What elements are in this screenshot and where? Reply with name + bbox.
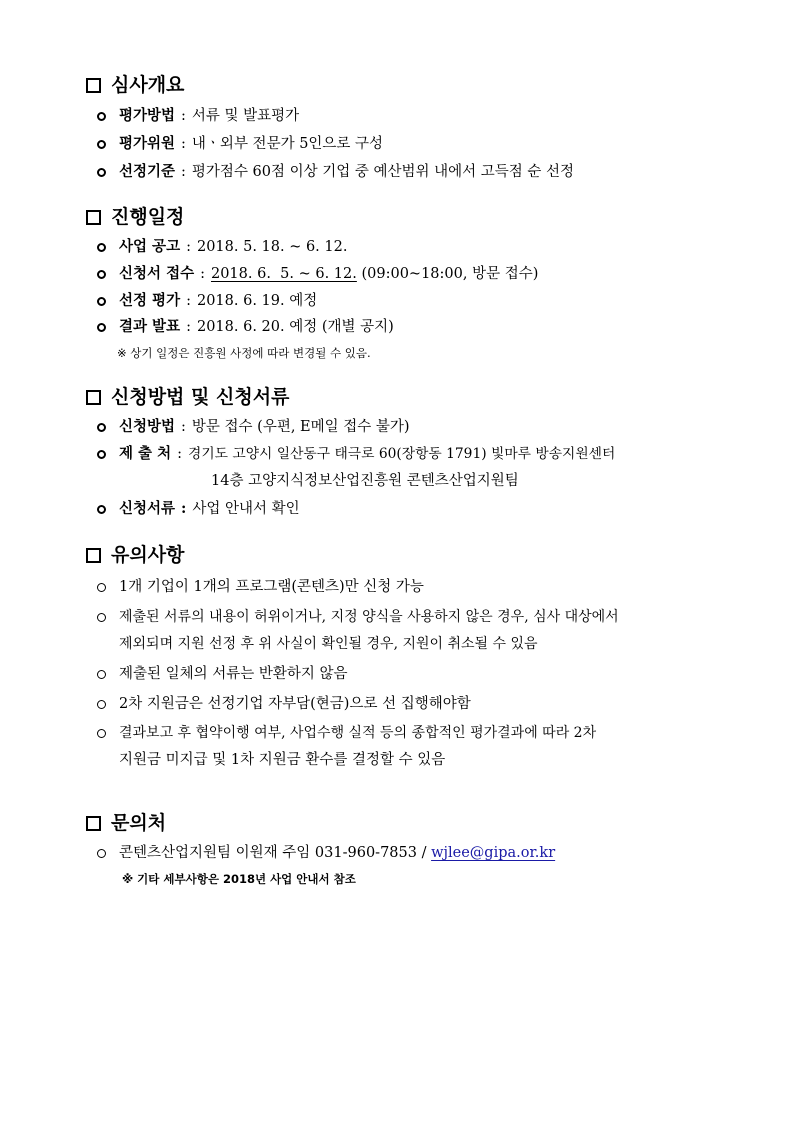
circle-bullet-icon [97,168,106,177]
apply-item-documents: 신청서류 : 사업 안내서 확인 [97,499,300,519]
review-item-committee: 평가위원 : 내ㆍ외부 전문가 5인으로 구성 [97,134,383,154]
circle-bullet-icon [97,583,106,592]
review-item-criteria: 선정기준 : 평가점수 60점 이상 기업 중 예산범위 내에서 고득점 순 선정 [97,162,574,182]
circle-bullet-icon [97,700,106,709]
notes-item: 1개 기업이 1개의 프로그램(콘텐츠)만 신청 가능 [97,577,424,597]
circle-bullet-icon [97,270,106,279]
section-title-contact: 문의처 [86,811,166,835]
notes-item: 제출된 일체의 서류는 반환하지 않음 [97,664,348,684]
checkbox-square-icon [86,210,101,225]
checkbox-square-icon [86,816,101,831]
circle-bullet-icon [97,297,106,306]
circle-bullet-icon [97,670,106,679]
notes-item: 2차 지원금은 선정기업 자부담(현금)으로 선 집행해야함 [97,694,471,714]
circle-bullet-icon [97,112,106,121]
circle-bullet-icon [97,729,106,738]
apply-item-method: 신청방법 : 방문 접수 (우편, E메일 접수 불가) [97,417,410,437]
checkbox-square-icon [86,390,101,405]
circle-bullet-icon [97,450,106,459]
circle-bullet-icon [97,323,106,332]
contact-line: 콘텐츠산업지원팀 이원재 주임 031-960-7853 / wjlee@gipa.or.kr [97,843,555,863]
section-title-apply: 신청방법 및 신청서류 [86,385,289,409]
notes-item: 제출된 서류의 내용이 허위이거나, 지정 양식을 사용하지 않은 경우, 심사 대상에서 [97,607,619,627]
schedule-item-application: 신청서 접수 : 2018. 6. 5. ~ 6. 12. (09:00~18:00, 방문 접수) [97,264,538,284]
notes-item-continuation: 지원금 미지급 및 1차 지원금 환수를 결정할 수 있음 [119,752,446,768]
circle-bullet-icon [97,243,106,252]
apply-destination-line2: 14층 고양지식정보산업진흥원 콘텐츠산업지원팀 [211,473,519,489]
review-item-method: 평가방법 : 서류 및 발표평가 [97,106,299,126]
schedule-item-evaluation: 선정 평가 : 2018. 6. 19. 예정 [97,291,317,311]
schedule-item-result: 결과 발표 : 2018. 6. 20. 예정 (개별 공지) [97,317,394,337]
notes-item-continuation: 제외되며 지원 선정 후 위 사실이 확인될 경우, 지원이 취소될 수 있음 [119,636,538,652]
section-title-review: 심사개요 [86,73,184,97]
section-title-notes: 유의사항 [86,543,184,567]
circle-bullet-icon [97,505,106,514]
circle-bullet-icon [97,423,106,432]
circle-bullet-icon [97,140,106,149]
contact-email-link[interactable]: wjlee@gipa.or.kr [431,845,556,861]
schedule-item-announcement: 사업 공고 : 2018. 5. 18. ~ 6. 12. [97,237,347,257]
checkbox-square-icon [86,548,101,563]
apply-item-destination: 제 출 처 : 경기도 고양시 일산동구 태극로 60(장항동 1791) 빛마루 방송지원센터 [97,444,615,464]
checkbox-square-icon [86,78,101,93]
circle-bullet-icon [97,613,106,622]
circle-bullet-icon [97,849,106,858]
section-title-schedule: 진행일정 [86,205,184,229]
schedule-note: ※ 상기 일정은 진흥원 사정에 따라 변경될 수 있음. [117,346,371,360]
notes-item: 결과보고 후 협약이행 여부, 사업수행 실적 등의 종합적인 평가결과에 따라 2차 [97,723,596,743]
contact-note: ※ 기타 세부사항은 2018년 사업 안내서 참조 [122,872,356,886]
application-period: 2018. 6. 5. ~ 6. 12. [210,266,357,282]
